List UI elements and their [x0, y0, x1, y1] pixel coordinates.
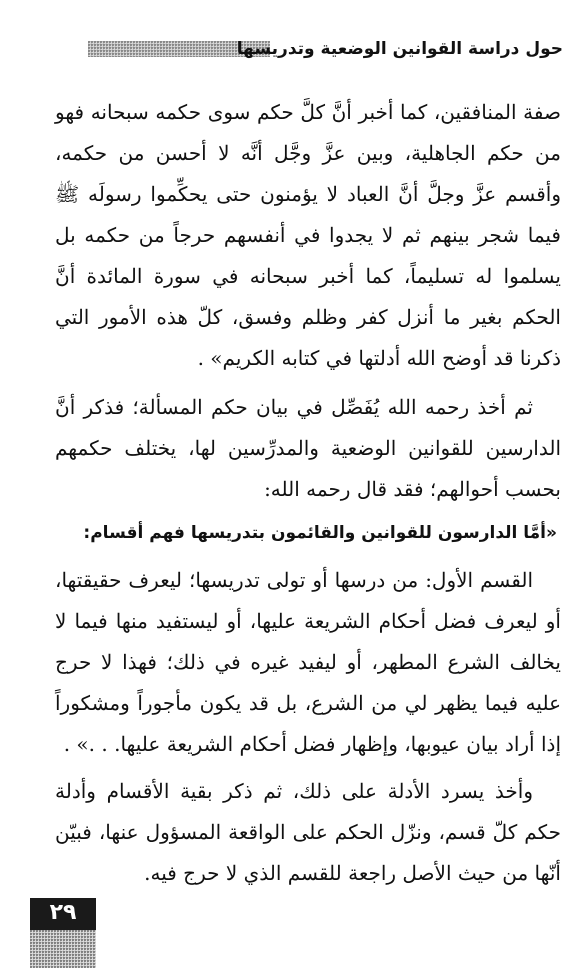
main-text: [55, 92, 561, 894]
footer-ornament-texture: [30, 930, 96, 968]
page-footer: [30, 898, 96, 968]
paragraph-2: ثم أخذ رحمه الله يُفَصِّل في بيان حكم المسألة؛ فذكر أنَّ الدارسين للقوانين الوضعية والمدرِّسين لها، يختلف حكمهم بحسب أحوالهم؛ فقد قال رحمه الله:: [55, 395, 561, 501]
paragraph-3: القسم الأول: من درسها أو تولى تدريسها؛ ليعرف حقيقتها، أو ليعرف فضل أحكام الشريعة عليها، أو ليستفيد منها فيما لا يخالف الشرع المطهر، أو ليفيد غيره في ذلك؛ فهذا لا حرج عليه فيما يظهر لي من الشرع، بل قد يكون مأجوراً ومشكوراً إذا أراد بيان عيوبها، وإظهار فضل أحكام الشريعة عليها. . .» .: [55, 568, 561, 756]
page-header: [88, 38, 563, 68]
paragraph-4: وأخذ يسرد الأدلة على ذلك، ثم ذكر بقية الأقسام وأدلة حكم كلّ قسم، ونزّل الحكم على الواقعة المسؤول عنها، فبيّن أنّها من حيث الأصل راجعة للقسم الذي لا حرج فيه.: [55, 779, 561, 885]
section-heading: «أمَّا الدارسون للقوانين والقائمون بتدريسها فهم أقسام:: [83, 523, 557, 543]
paragraph-1: صفة المنافقين، كما أخبر أنَّ كلَّ حكم سوى حكمه سبحانه فهو من حكم الجاهلية، وبين عزَّ وجَّل أنَّه لا أحسن من حكمه، وأقسم عزَّ وجلَّ أنَّ العباد لا يؤمنون حتى يحكِّموا رسولَه ﷺ فيما شجر بينهم ثم لا يجدوا في أنفسهم حرجاً من حكمه بل يسلموا له تسليماً، كما أخبر سبحانه في سورة المائدة أنَّ الحكم بغير ما أنزل كفر وظلم وفسق، كلّ هذه الأمور التي ذكرنا قد أوضح الله أدلتها في كتابه الكريم» .: [55, 100, 561, 370]
page-number: ٢٩: [49, 900, 77, 925]
running-title: حول دراسة القوانين الوضعية وتدريسها: [236, 39, 563, 59]
